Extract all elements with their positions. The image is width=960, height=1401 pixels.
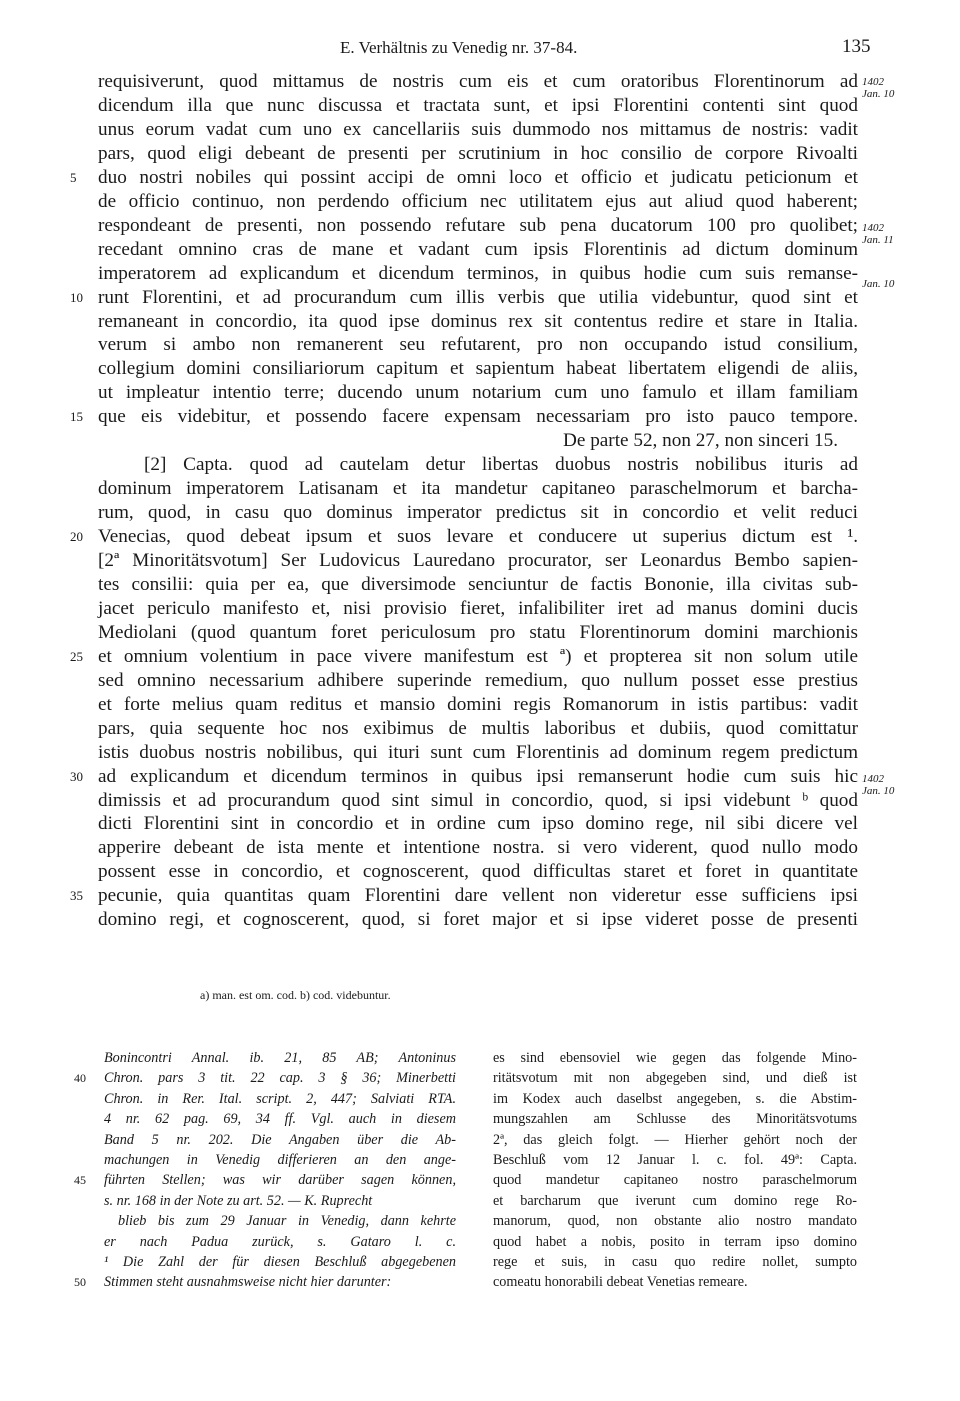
footnote-line: blieb bis zum 29 Januar in Venedig, dann kehrte [118, 1213, 456, 1230]
text-line: verum si ambo non remanerent seu refutarent, pro non occupando istud consilium, [98, 334, 858, 356]
text-line: tes consilii: quia per ea, que diversimode senciuntur de factis Bononie, illa civitas sub- [98, 573, 858, 595]
page-header [0, 38, 960, 62]
text-line: jacet periculo manifesto et, nisi provisio fieret, infalibiliter iret ad manus domini ducis [98, 597, 858, 619]
footnote-line: Chron. pars 3 tit. 22 cap. 3 § 36; Minerbetti [104, 1070, 456, 1087]
text-line: runt Florentini, et ad procurandum cum illis verbis que utilia videbuntur, quod sint et [98, 286, 858, 308]
footnote-line: comeatu honorabili debeat Venetias remeare. [493, 1274, 748, 1291]
footnote-line: Bonincontri Annal. ib. 21, 85 AB; Antoninus [104, 1050, 456, 1066]
line-number: 20 [70, 529, 83, 545]
footnote-line: Chron. in Rer. Ital. script. 2, 447; Salviati RTA. [104, 1090, 456, 1107]
line-number: 15 [70, 409, 83, 425]
text-line: respondeant de presenti, non possendo refutare sub pena ducatorum 100 pro quolibet; [98, 214, 858, 236]
text-line: possent esse in concordio, et cognoscerent, quod difficultas staret et foret in quantitate [98, 861, 858, 883]
footnote-line: ¹ Die Zahl der für diesen Beschluß abgegebenen [104, 1253, 456, 1270]
text-line: Venecias, quod debeat ipsum et suos levare et conducere ut superius dictum est ¹. [98, 526, 858, 548]
margin-date: 1402 Jan. 10 [862, 773, 895, 797]
text-line: duo nostri nobiles qui possint accipi de omni loco et officio et judicatu peticionum et [98, 166, 858, 188]
line-number: 25 [70, 648, 83, 664]
footnote-line: Beschluß vom 12 Januar l. c. fol. 49ª: Capta. [493, 1151, 857, 1168]
line-number: 50 [74, 1275, 86, 1290]
footnote-line: im Kodex auch daselbst angegeben, s. die Abstim- [493, 1090, 857, 1107]
margin-date: 1402 Jan. 10 [862, 76, 895, 100]
text-line: De parte 52, non 27, non sinceri 15. [563, 430, 838, 452]
text-line: pars, quia sequente hoc nos exibimus de multis laboribus et dubiis, quod comittatur [98, 717, 858, 739]
text-line: sed omnino necessarium adhibere superinde remedium, quo nullum posset esse prestius [98, 669, 858, 691]
text-line: pecunie, quia quantitas quam Florentini dare vellent non videretur esse sufficiens ipsi [98, 885, 858, 907]
margin-date: 1402 Jan. 11 [862, 222, 894, 246]
text-line: dimissis et ad procurandum quod sint simul in concordio, quod, si ipsi videbunt ᵇ quod [98, 789, 858, 811]
running-title: E. Verhältnis zu Venedig nr. 37-84. [340, 38, 578, 57]
text-line: [2ª Minoritätsvotum] Ser Ludovicus Lauredano procurator, ser Leonardus Bembo sapien- [98, 550, 858, 571]
line-number: 5 [70, 169, 77, 185]
text-line: recedant omnino cras de mane et vadant cum ipsis Florentinis ad dictum dominum [98, 238, 858, 260]
footnotes-left-column [104, 1048, 456, 1293]
text-line: unus eorum vadat cum uno ex cancellariis suis dummodo nos mittamus de nostris: vadit [98, 118, 858, 140]
footnote-line: Band 5 nr. 202. Die Angaben über die Ab- [104, 1131, 456, 1148]
footnote-line: et barcharum que iverunt cum domino rege Ro- [493, 1192, 857, 1209]
text-line: pars, quod eligi debeant de presenti per scrutinium in hoc consilio de corpore Rivoalti [98, 142, 858, 164]
text-line: [2] Capta. quod ad cautelam detur libertas duobus nostris nobilibus ituris ad [144, 454, 858, 476]
footnote-line: ritätsvotum mit non abgegeben sind, und dieß ist [493, 1070, 857, 1087]
text-line: rum, quod, in casu quo dominus imperator predictus sit in concordio et velit reduci [98, 502, 858, 524]
text-line: collegium domini consiliariorum capitum et sapientum habeat libertatem eligendi de aliis, [98, 358, 858, 380]
line-number: 35 [70, 888, 83, 904]
footnote-line: quod habet a nobis, posito in terram ipso domino [493, 1233, 857, 1250]
text-line: apperire debeant de ista mente et intentione nostra. si vero viderent, quod nullo modo [98, 837, 858, 859]
footnote-line: quod mandetur capitaneo nostro paraschelmorum [493, 1172, 857, 1189]
footnote-line: er nach Padua zurück, s. Gataro l. c. [104, 1233, 456, 1250]
text-line: domino regi, et cognoscerent, quod, si foret major et si ipse videret posse de presenti [98, 909, 858, 931]
footnote-line: 2ª, das gleich folgt. — Hierher gehört noch der [493, 1131, 857, 1148]
page-number: 135 [842, 36, 871, 57]
text-line: et omnium volentium in pace vivere manifestum est ª) et propterea sit non solum utile [98, 645, 858, 667]
footnotes-right-column [493, 1048, 857, 1293]
text-line: requisiverunt, quod mittamus de nostris cum eis et cum oratoribus Florentinorum ad [98, 71, 858, 92]
text-line: et forte melius quam reditus et mansio domini regis Romanorum in istis partibus: vadit [98, 693, 858, 715]
footnote-line: s. nr. 168 in der Note zu art. 52. — K. Ruprecht [104, 1192, 373, 1209]
footnote-line: manorum, quod, non obstante alio nostro mandato [493, 1213, 857, 1230]
text-line: que eis videbitur, et possendo facere expensam necessariam pro isto pauco tempore. [98, 406, 858, 428]
margin-date: Jan. 10 [862, 278, 895, 290]
line-number: 30 [70, 768, 83, 784]
line-number: 10 [70, 289, 83, 305]
footnote-line: 4 nr. 62 pag. 69, 34 ff. Vgl. auch in diesem [104, 1111, 456, 1128]
text-line: ad explicandum et dicendum terminos in quibus ipsi remanserunt hodie cum suis hic [98, 765, 858, 787]
text-line: dicti Florentini sint in concordio et in ordine cum ipso domino rege, nil sibi dicere vel [98, 813, 858, 835]
text-line: remaneant in concordio, ita quod ipse dominus rex sit contentus redire et stare in Italia. [98, 310, 858, 332]
text-line: imperatorem ad explicandum et dicendum terminos, in quibus hodie cum suis remanse- [98, 262, 858, 284]
line-number: 45 [74, 1173, 86, 1188]
text-line: de officio continuo, non perdendo officium nec utilitatem ejus aut aliud quod haberent; [98, 190, 858, 212]
text-line: ut impleatur intentio terre; ducendo unum notarium cum uno famulo et illam familiam [98, 382, 858, 404]
text-line: Mediolani (quod quantum foret periculosum pro statu Florentinorum domini marchionis [98, 621, 858, 643]
footnote-line: Stimmen steht ausnahmsweise nicht hier darunter: [104, 1274, 392, 1291]
footnote-line: rege et suis, in casu quo redire nollet, sumpto [493, 1253, 857, 1270]
footnote-line: machungen in Venedig differieren an den ange- [104, 1151, 456, 1168]
footnote-line: führten Stellen; was wir darüber sagen können, [104, 1172, 456, 1189]
critical-apparatus: a) man. est om. cod. b) cod. videbuntur. [200, 988, 391, 1002]
text-line: dicendum illa que nunc discussa et tractata sunt, et ipsi Florentini contenti sint quod [98, 94, 858, 116]
footnote-line: mungszahlen am Schlusse des Minoritätsvotums [493, 1111, 857, 1128]
footnote-line: es sind ebensoviel wie gegen das folgende Mino- [493, 1050, 857, 1066]
line-number: 40 [74, 1071, 86, 1086]
text-line: istis duobus nostris nobilibus, qui ituri sunt cum Florentinis ad dominum regem predictum [98, 741, 858, 763]
text-line: dominum imperatorem Latisanam et ita mandetur capitaneo paraschelmorum et barcha- [98, 478, 858, 500]
